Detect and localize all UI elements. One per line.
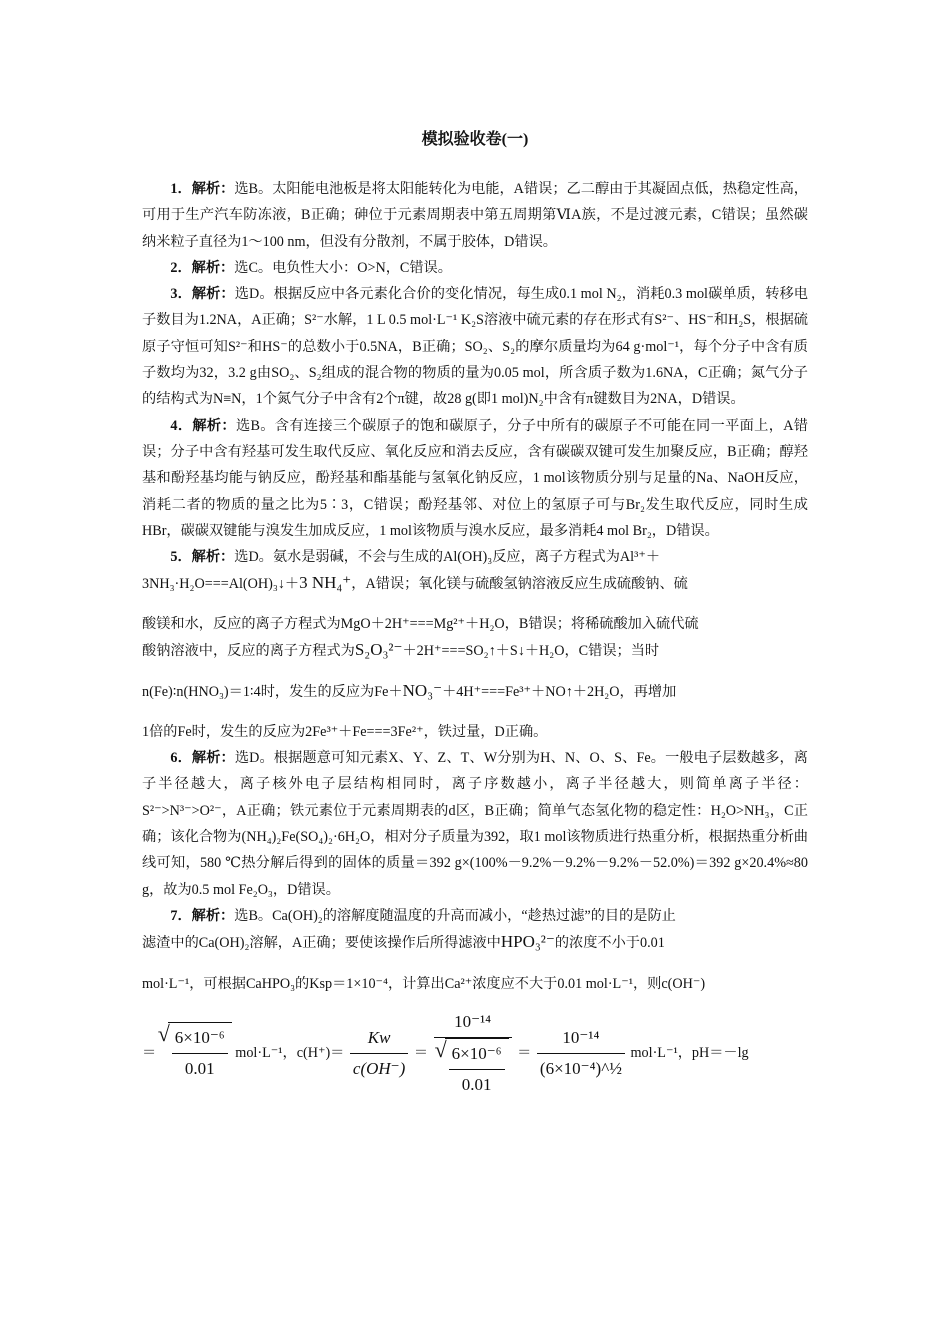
eq-text: ＝ bbox=[413, 1044, 429, 1061]
answer-text: 酸钠溶液中，反应的离子方程式为 bbox=[142, 643, 355, 660]
answer-text: 酸镁和水，反应的离子方程式为MgO＋2H⁺===Mg²⁺＋H₂O，B错误；将稀硫酸加入硫代硫 bbox=[142, 616, 699, 633]
answer-7 bbox=[142, 903, 808, 997]
frac-den: (6×10⁻⁴)^½ bbox=[539, 1058, 622, 1078]
eq-text: ＝ bbox=[517, 1044, 532, 1061]
frac-den: 0.01 bbox=[461, 1074, 492, 1094]
frac-num: √ 6×10⁻⁶ bbox=[449, 1039, 505, 1070]
spacer bbox=[142, 957, 808, 971]
eq-text: mol·L⁻¹，pH＝－lg bbox=[630, 1044, 749, 1061]
formula-hpo3: HPO₃²⁻ bbox=[500, 932, 555, 952]
answer-text: 1倍的Fe时，发生的反应为2Fe³⁺＋Fe===3Fe²⁺，铁过量，D正确。 bbox=[142, 724, 548, 741]
answer-6 bbox=[142, 745, 808, 903]
answer-5 bbox=[142, 544, 808, 745]
answer-text: 选B。Ca(OH)₂的溶解度随温度的升高而减小，“趁热过滤”的目的是防止 bbox=[234, 907, 676, 924]
ratio-fraction bbox=[434, 1007, 512, 1100]
answer-text: 选C。电负性大小：O>N，C错误。 bbox=[234, 259, 452, 276]
spacer bbox=[142, 597, 808, 611]
answer-text: n(Fe)∶n(HNO₃)＝1∶4时，发生的反应为Fe＋ bbox=[142, 684, 403, 701]
frac-den bbox=[434, 1038, 512, 1100]
answer-text: 滤渣中的Ca(OH)₂溶解，A正确；要使该操作后所得滤液中 bbox=[142, 935, 501, 952]
answer-label: 3．解析： bbox=[170, 286, 235, 303]
answer-3 bbox=[142, 281, 808, 412]
frac-num: 10⁻¹⁴ bbox=[434, 1007, 512, 1038]
eq-text: mol·L⁻¹，c(H⁺)＝ bbox=[235, 1044, 345, 1061]
frac-num: Kw bbox=[350, 1023, 408, 1054]
equation-line bbox=[142, 1007, 808, 1100]
answer-text: mol·L⁻¹，可根据CaHPO₃的Ksp＝1×10⁻⁴，计算出Ca²⁺浓度应不大于0.01 mol·L⁻¹，则c(OH⁻) bbox=[142, 975, 706, 992]
answer-label: 4．解析： bbox=[170, 417, 236, 434]
power-fraction bbox=[537, 1023, 625, 1084]
answer-label: 6．解析： bbox=[170, 750, 235, 767]
answer-label: 2．解析： bbox=[170, 259, 235, 276]
answer-text: 选D。根据题意可知元素X、Y、Z、T、W分别为H、N、O、S、Fe。一般电子层数越多，离子半径越大，离子核外电子层结构相同时，离子序数越小，离子半径越大，则简单离子半径：S²⁻>N³⁻>O²⁻，A正确；铁元素位于元素周期表的d区，B正确；简单气态氢化物的稳定性：H₂O>NH₃，C正确；该化合物为(NH₄)₂Fe(SO₄)₂·6H₂O，相对分子质量为392，取1 mol该物质进行热重分析，根据热重分析曲线可知，580 ℃热分解后得到的固体的质量＝392 g×(100%－9.2%－9.2%－9.2%－52.0%)＝392 g×20.4%≈80 g，故为0.5 mol Fe₂O₃，D错误。 bbox=[142, 750, 808, 898]
formula-nh4: 3 NH₄⁺ bbox=[299, 573, 352, 593]
answer-text: ＋4H⁺===Fe³⁺＋NO↑＋2H₂O，再增加 bbox=[442, 684, 677, 701]
answer-text: ，A错误；氧化镁与硫酸氢钠溶液反应生成硫酸钠、硫 bbox=[351, 576, 688, 593]
answer-text: ＋2H⁺===SO₂↑＋S↓＋H₂O，C错误；当时 bbox=[402, 643, 660, 660]
answer-2 bbox=[142, 255, 808, 281]
answer-text: 选B。太阳能电池板是将太阳能转化为电能，A错误；乙二醇由于其凝固点低，热稳定性高，可用于生产汽车防冻液，B正确；砷位于元素周期表中第五周期第ⅥA族，不是过渡元素，C错误；虽然碳纳米粒子直径为1～100 nm，但没有分散剂，不属于胶体，D错误。 bbox=[142, 181, 808, 250]
answer-label: 5．解析： bbox=[170, 549, 235, 566]
answer-text: 的浓度不小于0.01 bbox=[554, 935, 665, 952]
answer-content bbox=[142, 176, 808, 1100]
answer-text: 选D。氨水是弱碱，不会与生成的Al(OH)₃反应，离子方程式为Al³⁺＋ bbox=[234, 549, 661, 566]
frac-num: √ 6×10⁻⁶ bbox=[172, 1023, 228, 1054]
page-title: 模拟验收卷(一) bbox=[421, 131, 529, 148]
frac-den: c(OH⁻) bbox=[352, 1058, 406, 1078]
frac-num: 10⁻¹⁴ bbox=[537, 1023, 625, 1054]
eq-text: ＝ bbox=[142, 1044, 157, 1061]
answer-4 bbox=[142, 413, 808, 544]
kw-fraction bbox=[350, 1023, 408, 1084]
answer-text: 选B。含有连接三个碳原子的饱和碳原子，分子中所有的碳原子不可能在同一平面上，A错误；分子中含有羟基可发生取代反应、氧化反应和消去反应，含有碳碳双键可发生加聚反应，B正确；醇羟基和酚羟基均能与钠反应，酚羟基和酯基能与氢氧化钠反应，1 mol该物质分别与足量的Na、NaOH反应，消耗二者的物质的量之比为5∶3，C错误；酚羟基邻、对位上的氢原子可与Br₂发生取代反应，同时生成HBr，碳碳双键能与溴发生加成反应，1 mol该物质与溴水反应，最多消耗4 mol Br₂，D错误。 bbox=[142, 417, 808, 539]
answer-label: 7．解析： bbox=[170, 907, 235, 924]
spacer bbox=[142, 664, 808, 678]
answer-1 bbox=[142, 176, 808, 255]
formula-s2o3: S₂O₃²⁻ bbox=[354, 640, 403, 660]
answer-text: 3NH₃·H₂O===Al(OH)₃↓＋ bbox=[142, 576, 300, 593]
answer-text: 选D。根据反应中各元素化合价的变化情况，每生成0.1 mol N₂，消耗0.3 mol碳单质，转移电子数目为1.2NA，A正确；S²⁻水解，1 L 0.5 mol·L⁻¹ K₂S溶液中硫元素的存在形式有S²⁻、HS⁻和H₂S，根据硫原子守恒可知S²⁻和HS⁻的总数小于0.5NA，B正确；SO₂、S₂的摩尔质量均为64 g·mol⁻¹，每个分子中含有质子数均为32，3.2 g由SO₂、S₂组成的混合物的物质的量为0.05 mol，所含质子数为1.6NA，C正确；氮气分子的结构式为N≡N，1个氮气分子中含有2个π键，故28 g(即1 mol)N₂中含有π键数目为2NA，D错误。 bbox=[142, 286, 808, 408]
sqrt-expression bbox=[168, 1022, 232, 1084]
formula-no3: NO₃⁻ bbox=[402, 681, 443, 701]
answer-label: 1．解析： bbox=[170, 181, 235, 197]
frac-den: 0.01 bbox=[184, 1059, 215, 1079]
spacer bbox=[142, 705, 808, 719]
